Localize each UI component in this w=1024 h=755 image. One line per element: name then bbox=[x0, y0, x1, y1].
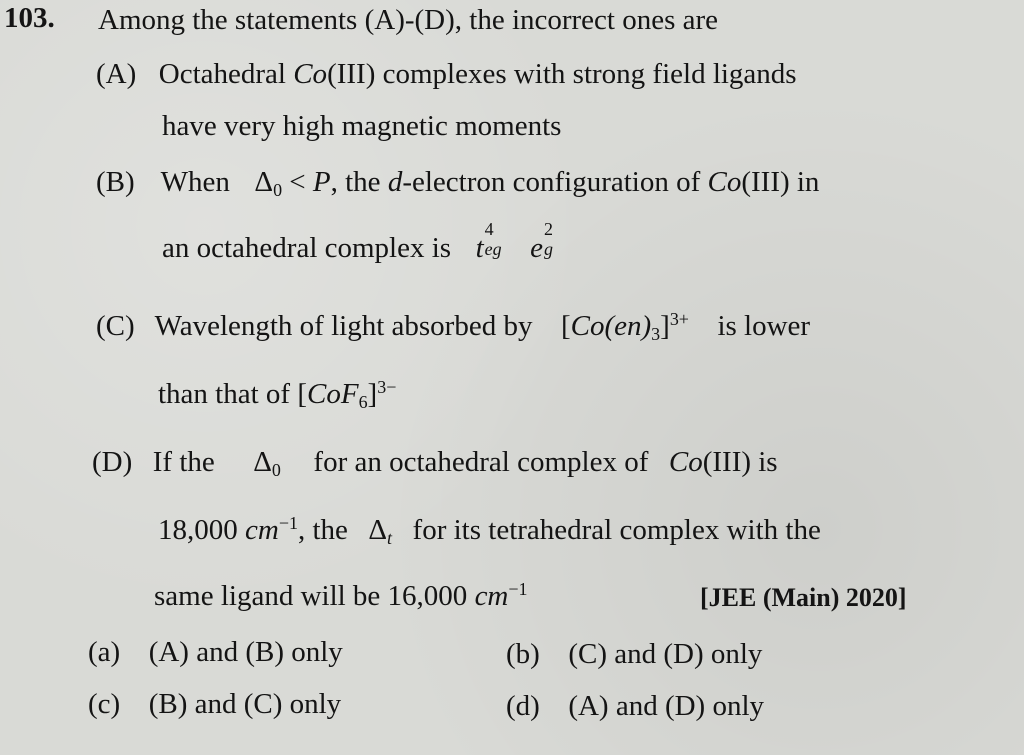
statement-b-line1 bbox=[96, 164, 956, 200]
statement-a-text: Octahedral bbox=[158, 58, 286, 90]
delta-subscript: 0 bbox=[271, 460, 281, 481]
statement-d-text: If the bbox=[152, 446, 215, 478]
unit-exponent: −1 bbox=[278, 513, 298, 534]
statement-d-line2 bbox=[158, 512, 958, 548]
statement-b-line2 bbox=[162, 219, 554, 266]
statement-c-label: (C) bbox=[96, 310, 135, 342]
statement-a-line1 bbox=[96, 56, 956, 92]
e-g-term bbox=[530, 219, 554, 266]
complex-charge: 3− bbox=[377, 377, 397, 398]
ligand-count: 3 bbox=[651, 324, 661, 345]
bracket-close: ] bbox=[660, 310, 670, 342]
option-a-key: (a) bbox=[88, 636, 121, 668]
statement-a-line2: have very high magnetic moments bbox=[162, 110, 562, 142]
bracket-open: [ bbox=[297, 378, 307, 410]
octahedral-splitting-value: 18,000 bbox=[158, 514, 238, 546]
statement-b-text: When bbox=[160, 166, 230, 198]
en-ligand: (en) bbox=[604, 310, 652, 342]
statement-d-line3-text: same ligand will be 16,000 bbox=[154, 580, 468, 612]
statement-d-line1 bbox=[92, 444, 956, 480]
statement-b-text-rest: -electron configuration of bbox=[402, 166, 701, 198]
d-symbol: d bbox=[387, 166, 403, 198]
cof-formula: CoF bbox=[307, 378, 359, 410]
statement-b-line2-text: an octahedral complex is bbox=[162, 232, 452, 264]
cobalt-symbol: Co bbox=[570, 310, 605, 342]
statement-d-line2-text: for its tetrahedral complex with the bbox=[412, 514, 821, 546]
statement-c-line1 bbox=[96, 308, 956, 344]
less-than: < bbox=[282, 166, 313, 198]
e-superscript: 2 bbox=[544, 219, 554, 240]
option-c[interactable] bbox=[88, 686, 341, 722]
statement-a-text-cont: (III) complexes with strong field ligands bbox=[327, 58, 797, 90]
delta-subscript: 0 bbox=[273, 180, 283, 201]
option-a-text: (A) and (B) only bbox=[148, 636, 343, 668]
unit-cm: cm bbox=[474, 580, 509, 612]
option-c-key: (c) bbox=[88, 688, 121, 720]
question-number: 103. bbox=[4, 2, 55, 34]
unit-exponent: −1 bbox=[508, 579, 528, 600]
delta-symbol: Δ bbox=[254, 166, 274, 198]
statement-c-line2-text: than that of bbox=[158, 378, 291, 410]
statement-d-line2-mid: , the bbox=[297, 514, 348, 546]
statement-d-label: (D) bbox=[92, 446, 133, 478]
option-c-text: (B) and (C) only bbox=[148, 688, 342, 720]
delta-t-symbol: Δ bbox=[368, 514, 388, 546]
option-b-key: (b) bbox=[506, 638, 540, 670]
cobalt-symbol: Co bbox=[293, 58, 328, 90]
option-a[interactable] bbox=[88, 634, 343, 670]
exam-source-tag: [JEE (Main) 2020] bbox=[700, 583, 907, 612]
delta-symbol: Δ bbox=[253, 446, 272, 478]
cobalt-symbol: Co bbox=[707, 166, 742, 198]
t-symbol: t bbox=[475, 232, 484, 264]
statement-d-text-mid: for an octahedral complex of bbox=[313, 446, 649, 478]
bracket-open: [ bbox=[560, 310, 571, 342]
t-superscript: 4 bbox=[484, 219, 494, 240]
statement-c-line2 bbox=[158, 376, 396, 412]
t-eg-term bbox=[475, 219, 502, 266]
statement-c-text-end: is lower bbox=[717, 310, 811, 342]
statement-a-label: (A) bbox=[96, 58, 137, 90]
e-subscript: g bbox=[544, 238, 554, 259]
unit-cm: cm bbox=[245, 514, 279, 546]
pairing-energy-symbol: P bbox=[312, 166, 331, 198]
statement-d-line3 bbox=[154, 578, 528, 614]
option-d-text: (A) and (D) only bbox=[568, 690, 765, 722]
option-d[interactable] bbox=[506, 688, 764, 724]
option-b-text: (C) and (D) only bbox=[568, 638, 763, 670]
cobalt-symbol: Co bbox=[668, 446, 703, 478]
statement-c-text: Wavelength of light absorbed by bbox=[154, 310, 533, 342]
statement-b-text-mid: , the bbox=[330, 166, 381, 198]
question-stem: Among the statements (A)-(D), the incorrect ones are bbox=[98, 4, 719, 36]
option-d-key: (d) bbox=[506, 690, 540, 722]
t-subscript: eg bbox=[484, 238, 502, 259]
e-symbol: e bbox=[530, 232, 544, 264]
option-b[interactable] bbox=[506, 636, 762, 672]
fluoride-count: 6 bbox=[358, 392, 368, 413]
complex-charge: 3+ bbox=[669, 309, 689, 330]
delta-t-subscript: t bbox=[387, 528, 393, 549]
statement-b-text-end: (III) in bbox=[741, 166, 820, 198]
statement-b-label: (B) bbox=[96, 166, 135, 198]
statement-d-text-end: (III) is bbox=[702, 446, 778, 478]
bracket-close: ] bbox=[367, 378, 378, 410]
